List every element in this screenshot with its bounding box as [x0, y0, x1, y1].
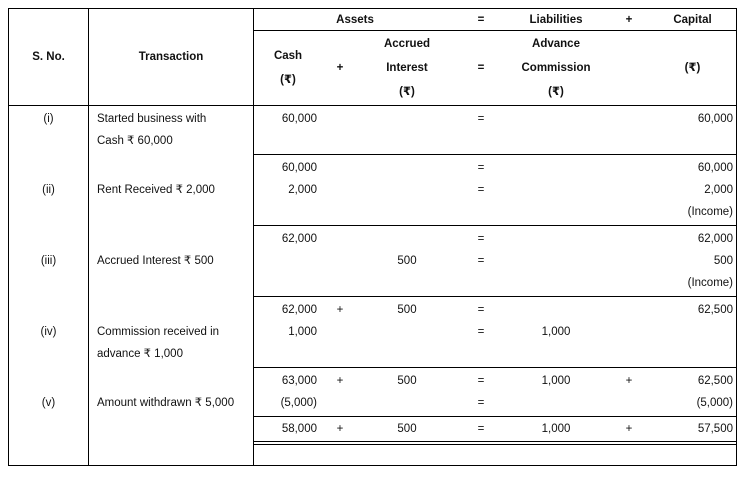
cell-accrued-interest: 500	[397, 423, 417, 435]
plus-sign: +	[625, 375, 633, 387]
cell-cash	[254, 272, 322, 294]
transaction-text	[97, 392, 249, 414]
cell-cash	[254, 445, 322, 467]
header-advance-label: Advance	[532, 38, 580, 50]
numeric-area	[254, 106, 736, 155]
numeric-line	[254, 445, 736, 467]
numeric-line	[254, 228, 736, 250]
plus-sign	[322, 392, 358, 414]
header-accrued-interest-column	[358, 31, 456, 105]
header-commission-label: Commission	[521, 62, 591, 74]
cell-advance-commission	[506, 392, 606, 414]
cell-cash: 1,000	[288, 326, 317, 338]
numeric-area	[254, 445, 736, 465]
cell-cash: 60,000	[281, 113, 317, 125]
numeric-area	[254, 368, 736, 417]
plus-sign	[322, 157, 358, 179]
header-plus-sign: +	[606, 9, 652, 31]
plus-sign	[322, 179, 358, 201]
cell-accrued-interest	[358, 228, 456, 250]
sno-cell	[9, 297, 89, 368]
transaction-line: Accrued Interest ₹ 500	[97, 255, 214, 267]
equals-sign	[456, 445, 506, 467]
cell-accrued-interest	[358, 157, 456, 179]
transaction-line: Amount withdrawn ₹ 5,000	[97, 397, 235, 409]
cell-advance-commission: 1,000	[541, 326, 571, 338]
plus-sign	[606, 201, 652, 223]
cell-accrued-interest	[358, 445, 456, 467]
plus-sign: +	[625, 423, 633, 435]
equals-sign: =	[477, 397, 485, 409]
numeric-line	[254, 157, 736, 179]
numeric-line	[254, 201, 736, 223]
cell-capital: 2,000	[704, 184, 733, 196]
transaction-text	[97, 321, 249, 365]
cell-cash	[254, 343, 322, 365]
cell-accrued-interest: 500	[397, 304, 417, 316]
equals-sign: =	[477, 255, 485, 267]
transaction-cell	[89, 417, 254, 445]
numeric-line	[254, 370, 736, 392]
sno-value: (v)	[41, 397, 56, 409]
header-equals-sign: =	[477, 62, 485, 74]
numeric-area	[254, 417, 736, 445]
equals-sign	[456, 201, 506, 223]
equals-sign: =	[477, 375, 485, 387]
transaction-cell	[89, 297, 254, 368]
totals-row	[9, 417, 736, 445]
plus-sign	[606, 321, 652, 343]
spacer-row	[9, 445, 736, 465]
plus-sign	[606, 392, 652, 414]
plus-sign	[322, 250, 358, 272]
cell-capital: 57,500	[697, 423, 733, 435]
cell-cash: 62,000	[281, 304, 317, 316]
cell-capital	[652, 445, 736, 467]
header-cash-column	[254, 31, 322, 105]
numeric-area	[254, 297, 736, 368]
plus-sign	[606, 108, 652, 130]
numeric-line	[254, 130, 736, 152]
header-advance-commission-column	[506, 31, 606, 105]
transaction-cell	[89, 368, 254, 417]
plus-sign	[322, 108, 358, 130]
plus-sign	[322, 445, 358, 467]
transaction-line: Started business with	[97, 113, 207, 125]
cell-cash: 62,000	[281, 233, 317, 245]
sno-cell	[9, 445, 89, 465]
transaction-group	[9, 106, 736, 155]
cell-advance-commission	[506, 157, 606, 179]
accounting-equation-table	[8, 8, 737, 466]
header-sno-label: S. No.	[9, 9, 89, 105]
header-accrued-rupee-unit: (₹)	[399, 86, 415, 98]
cell-cash	[254, 201, 322, 223]
cell-accrued-interest	[358, 179, 456, 201]
plus-sign: +	[336, 375, 344, 387]
transaction-line: Cash ₹ 60,000	[97, 135, 173, 147]
sno-cell	[9, 155, 89, 226]
cell-accrued-interest: 500	[397, 255, 417, 267]
plus-sign	[606, 272, 652, 294]
numeric-line	[254, 343, 736, 365]
cell-capital: 60,000	[697, 113, 733, 125]
cell-cash: 58,000	[281, 423, 317, 435]
cell-accrued-interest	[358, 130, 456, 152]
plus-sign	[322, 343, 358, 365]
cell-advance-commission	[506, 130, 606, 152]
cell-accrued-interest	[358, 392, 456, 414]
table-header	[9, 9, 736, 106]
transaction-group	[9, 297, 736, 368]
transaction-cell	[89, 445, 254, 465]
plus-sign	[322, 321, 358, 343]
sno-cell	[9, 226, 89, 297]
equals-sign: =	[477, 113, 485, 125]
header-equals-sign: =	[456, 9, 506, 31]
cell-capital: (Income)	[687, 206, 733, 218]
cell-cash: (5,000)	[280, 397, 317, 409]
header-transaction-label: Transaction	[89, 9, 254, 105]
cell-accrued-interest	[358, 343, 456, 365]
cell-accrued-interest	[358, 272, 456, 294]
transaction-group	[9, 226, 736, 297]
plus-sign	[606, 299, 652, 321]
cell-advance-commission	[506, 201, 606, 223]
plus-sign	[606, 179, 652, 201]
cell-capital: 60,000	[697, 162, 733, 174]
transaction-cell	[89, 155, 254, 226]
cell-advance-commission	[506, 108, 606, 130]
sno-cell	[9, 368, 89, 417]
equals-sign	[456, 272, 506, 294]
equals-sign: =	[477, 162, 485, 174]
equals-sign: =	[477, 184, 485, 196]
header-capital-label: Capital	[652, 9, 736, 31]
transaction-group	[9, 368, 736, 417]
cell-capital: 62,000	[697, 233, 733, 245]
cell-accrued-interest	[358, 321, 456, 343]
transaction-cell	[89, 226, 254, 297]
transaction-group	[9, 155, 736, 226]
numeric-line	[254, 321, 736, 343]
cell-accrued-interest	[358, 201, 456, 223]
sno-cell	[9, 106, 89, 155]
plus-sign	[606, 130, 652, 152]
equals-sign	[456, 130, 506, 152]
transaction-cell	[89, 106, 254, 155]
cell-advance-commission	[506, 228, 606, 250]
cell-accrued-interest	[358, 108, 456, 130]
numeric-line	[254, 108, 736, 130]
cell-cash	[254, 130, 322, 152]
cell-advance-commission	[506, 343, 606, 365]
sno-cell	[9, 417, 89, 445]
cell-cash: 63,000	[281, 375, 317, 387]
cell-accrued-interest: 500	[397, 375, 417, 387]
header-cash-rupee-unit: (₹)	[280, 74, 296, 86]
transaction-line: Rent Received ₹ 2,000	[97, 184, 215, 196]
numeric-line	[254, 418, 736, 440]
cell-capital: 62,500	[697, 375, 733, 387]
numeric-line	[254, 250, 736, 272]
cell-cash	[254, 250, 322, 272]
transaction-line: Commission received in	[97, 326, 220, 338]
numeric-line	[254, 272, 736, 294]
cell-advance-commission: 1,000	[541, 375, 571, 387]
equals-sign	[456, 343, 506, 365]
plus-sign	[322, 130, 358, 152]
cell-advance-commission	[506, 250, 606, 272]
numeric-line	[254, 392, 736, 414]
cell-capital: 62,500	[697, 304, 733, 316]
plus-sign	[322, 228, 358, 250]
plus-sign	[322, 201, 358, 223]
cell-capital	[652, 130, 736, 152]
cell-cash: 2,000	[288, 184, 317, 196]
plus-sign	[606, 250, 652, 272]
cell-advance-commission: 1,000	[541, 423, 571, 435]
numeric-line	[254, 179, 736, 201]
plus-sign	[606, 343, 652, 365]
equals-sign: =	[477, 423, 485, 435]
equals-sign: =	[477, 233, 485, 245]
plus-sign	[322, 272, 358, 294]
cell-advance-commission	[506, 445, 606, 467]
header-capital-rupee-unit: (₹)	[684, 62, 701, 74]
sno-value: (iii)	[40, 255, 57, 267]
cell-capital	[652, 343, 736, 365]
header-plus-sign: +	[336, 62, 344, 74]
header-accrued-label: Accrued	[383, 38, 431, 50]
numeric-area	[254, 226, 736, 297]
header-advance-rupee-unit: (₹)	[548, 86, 564, 98]
numeric-area	[254, 155, 736, 226]
numeric-line	[254, 299, 736, 321]
cell-advance-commission	[506, 179, 606, 201]
header-liabilities-label: Liabilities	[506, 9, 606, 31]
plus-sign	[606, 157, 652, 179]
transaction-text	[97, 250, 249, 272]
plus-sign: +	[336, 304, 344, 316]
cell-capital: (Income)	[687, 277, 733, 289]
sno-value: (ii)	[42, 184, 55, 196]
header-cash-label: Cash	[273, 50, 303, 62]
header-assets-group-label: Assets	[254, 9, 456, 31]
cell-cash: 60,000	[281, 162, 317, 174]
table-body	[9, 106, 736, 465]
cell-capital: 500	[713, 255, 733, 267]
transaction-line: advance ₹ 1,000	[97, 348, 183, 360]
plus-sign	[606, 445, 652, 467]
sno-value: (iv)	[40, 326, 57, 338]
cell-capital	[652, 321, 736, 343]
cell-advance-commission	[506, 299, 606, 321]
plus-sign: +	[336, 423, 344, 435]
cell-capital: (5,000)	[696, 397, 733, 409]
header-empty-cell	[606, 31, 652, 105]
equals-sign: =	[477, 326, 485, 338]
transaction-text	[97, 108, 249, 152]
cell-advance-commission	[506, 272, 606, 294]
sno-value: (i)	[43, 113, 54, 125]
equals-sign: =	[477, 304, 485, 316]
transaction-text	[97, 179, 249, 201]
plus-sign	[606, 228, 652, 250]
header-interest-label: Interest	[386, 62, 428, 74]
